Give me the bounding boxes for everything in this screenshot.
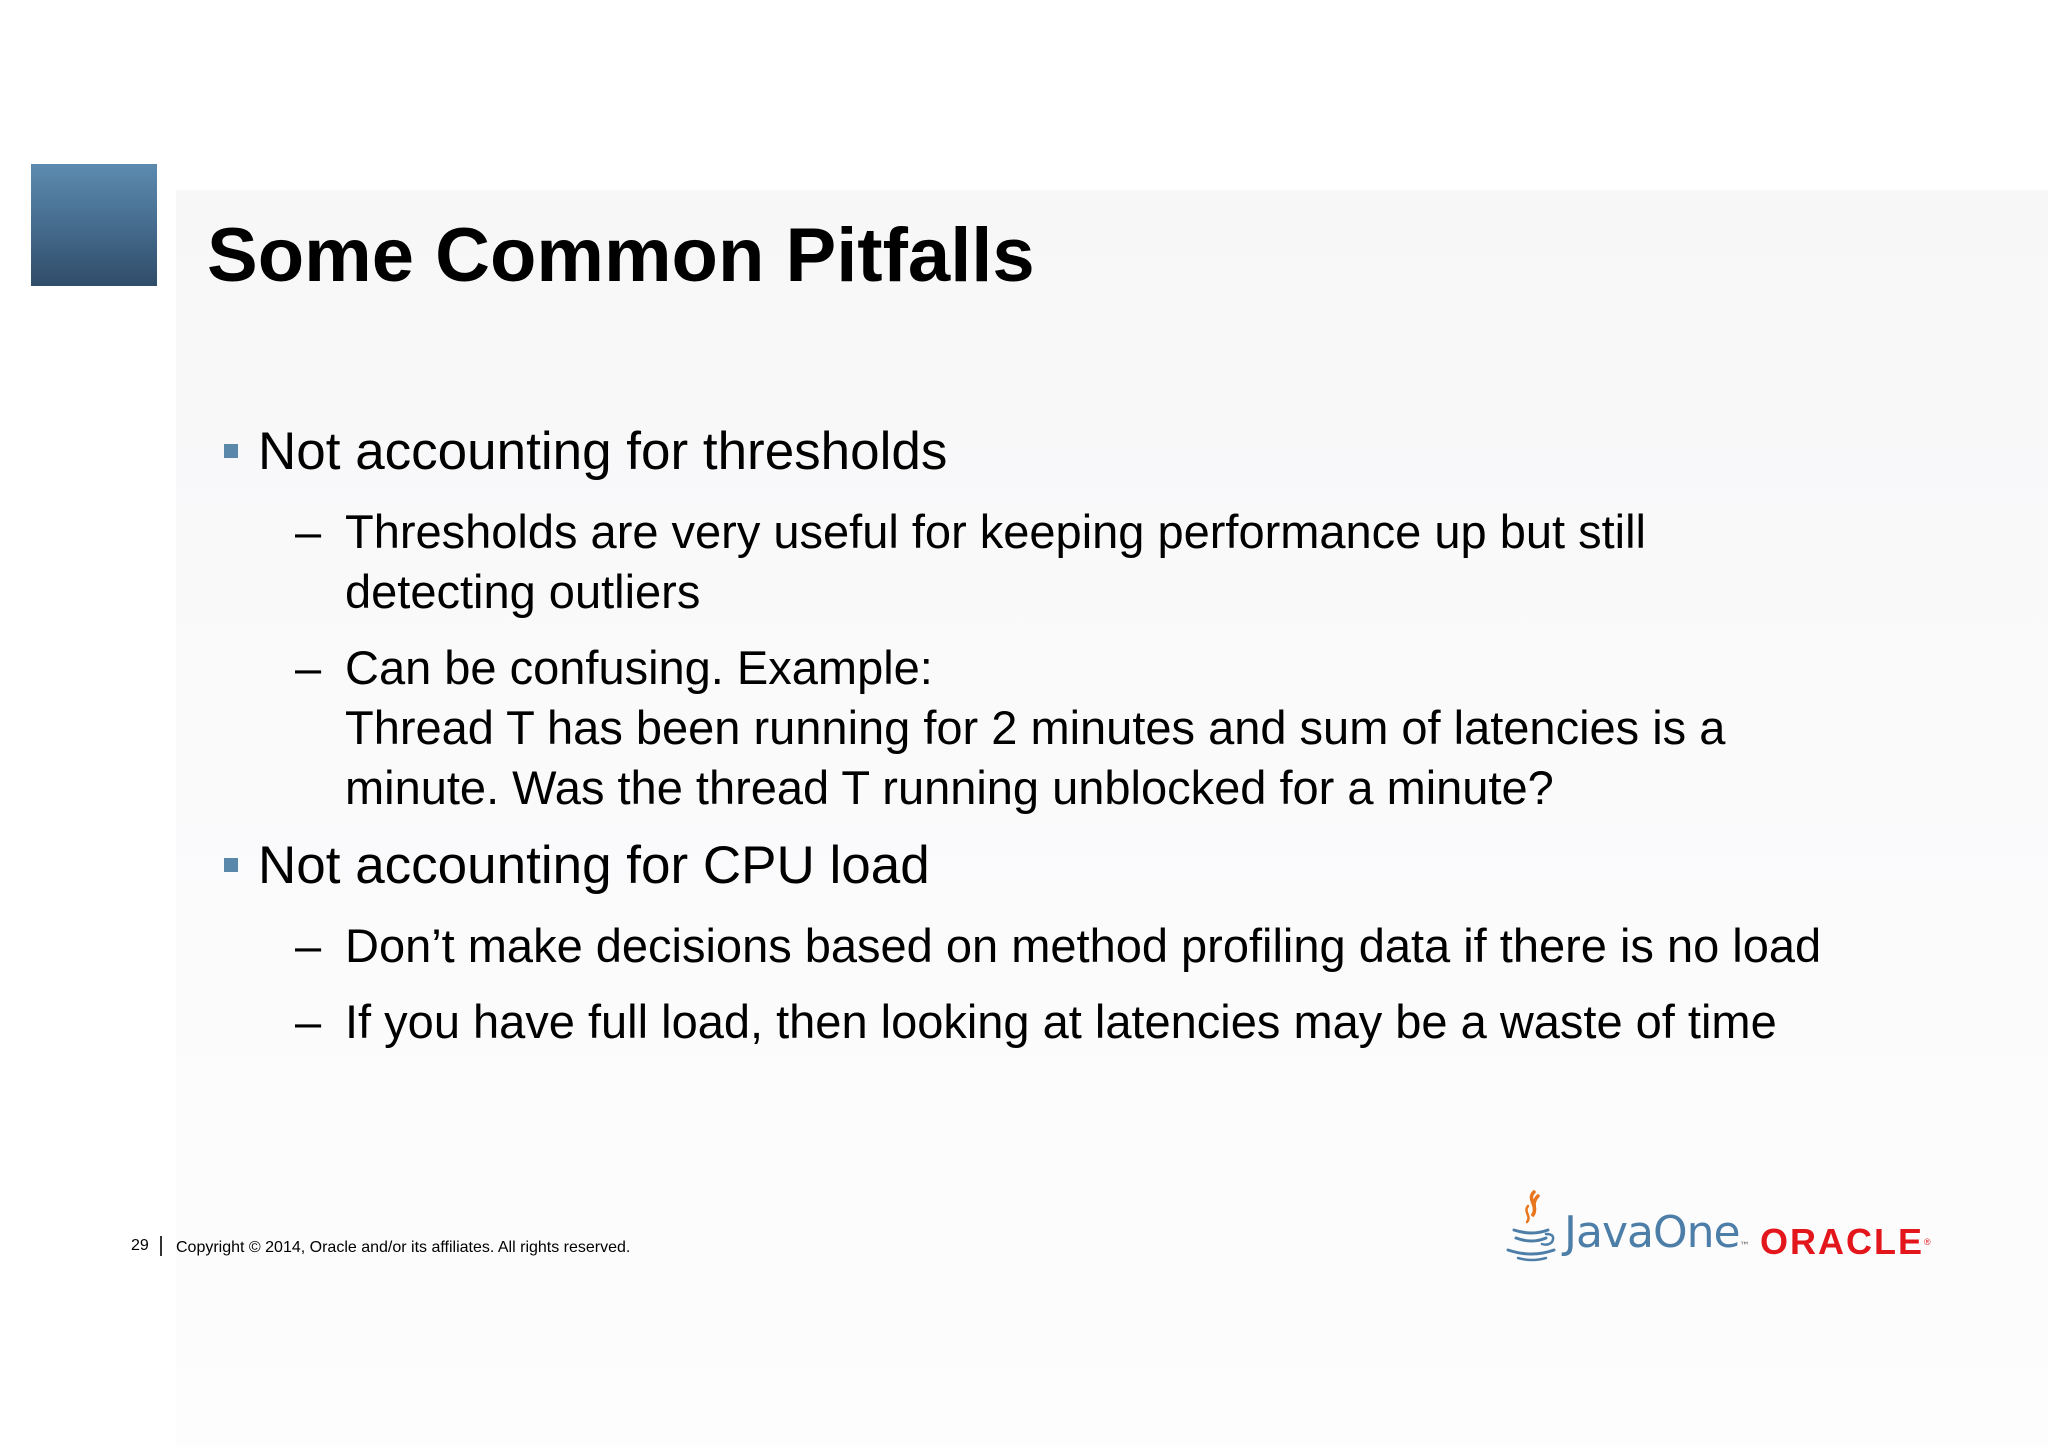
copyright-text: Copyright © 2014, Oracle and/or its affiliates. All rights reserved.	[176, 1239, 631, 1256]
sub-bullet-line: If you have full load, then looking at latencies may be a waste of time	[345, 995, 1777, 1048]
title-accent-square	[31, 164, 157, 286]
bullet-item	[258, 420, 947, 484]
sub-bullet-item	[295, 638, 1726, 818]
footer-divider	[160, 1236, 162, 1256]
java-cup-icon	[1504, 1186, 1560, 1266]
sub-bullet-line: Don’t make decisions based on method profiling data if there is no load	[345, 919, 1822, 972]
sub-bullet-line: Thresholds are very useful for keeping performance up but still	[345, 505, 1646, 558]
square-bullet-icon	[224, 858, 238, 872]
dash-bullet-icon: –	[295, 505, 322, 558]
sub-bullet-item	[295, 916, 1822, 976]
bullet-text: Not accounting for CPU load	[258, 836, 930, 895]
sub-bullet-line: Can be confusing. Example:	[345, 641, 933, 694]
sub-bullet-item	[295, 502, 1646, 622]
javaone-logo	[1504, 1186, 1749, 1266]
square-bullet-icon	[224, 444, 238, 458]
dash-bullet-icon: –	[295, 995, 322, 1048]
oracle-logo: ORACLE®	[1760, 1221, 1931, 1262]
dash-bullet-icon: –	[295, 641, 322, 694]
sub-bullet-item	[295, 992, 1777, 1052]
sub-bullet-line: minute. Was the thread T running unblocked for a minute?	[345, 761, 1554, 814]
sub-bullet-line: detecting outliers	[345, 565, 701, 618]
dash-bullet-icon: –	[295, 919, 322, 972]
javaone-wordmark: JavaOne™	[1564, 1207, 1749, 1258]
slide-title: Some Common Pitfalls	[207, 213, 1035, 298]
bullet-text: Not accounting for thresholds	[258, 422, 948, 481]
sub-bullet-line: Thread T has been running for 2 minutes and sum of latencies is a	[345, 701, 1726, 754]
page-number: 29	[131, 1237, 149, 1254]
bullet-item	[258, 834, 930, 898]
